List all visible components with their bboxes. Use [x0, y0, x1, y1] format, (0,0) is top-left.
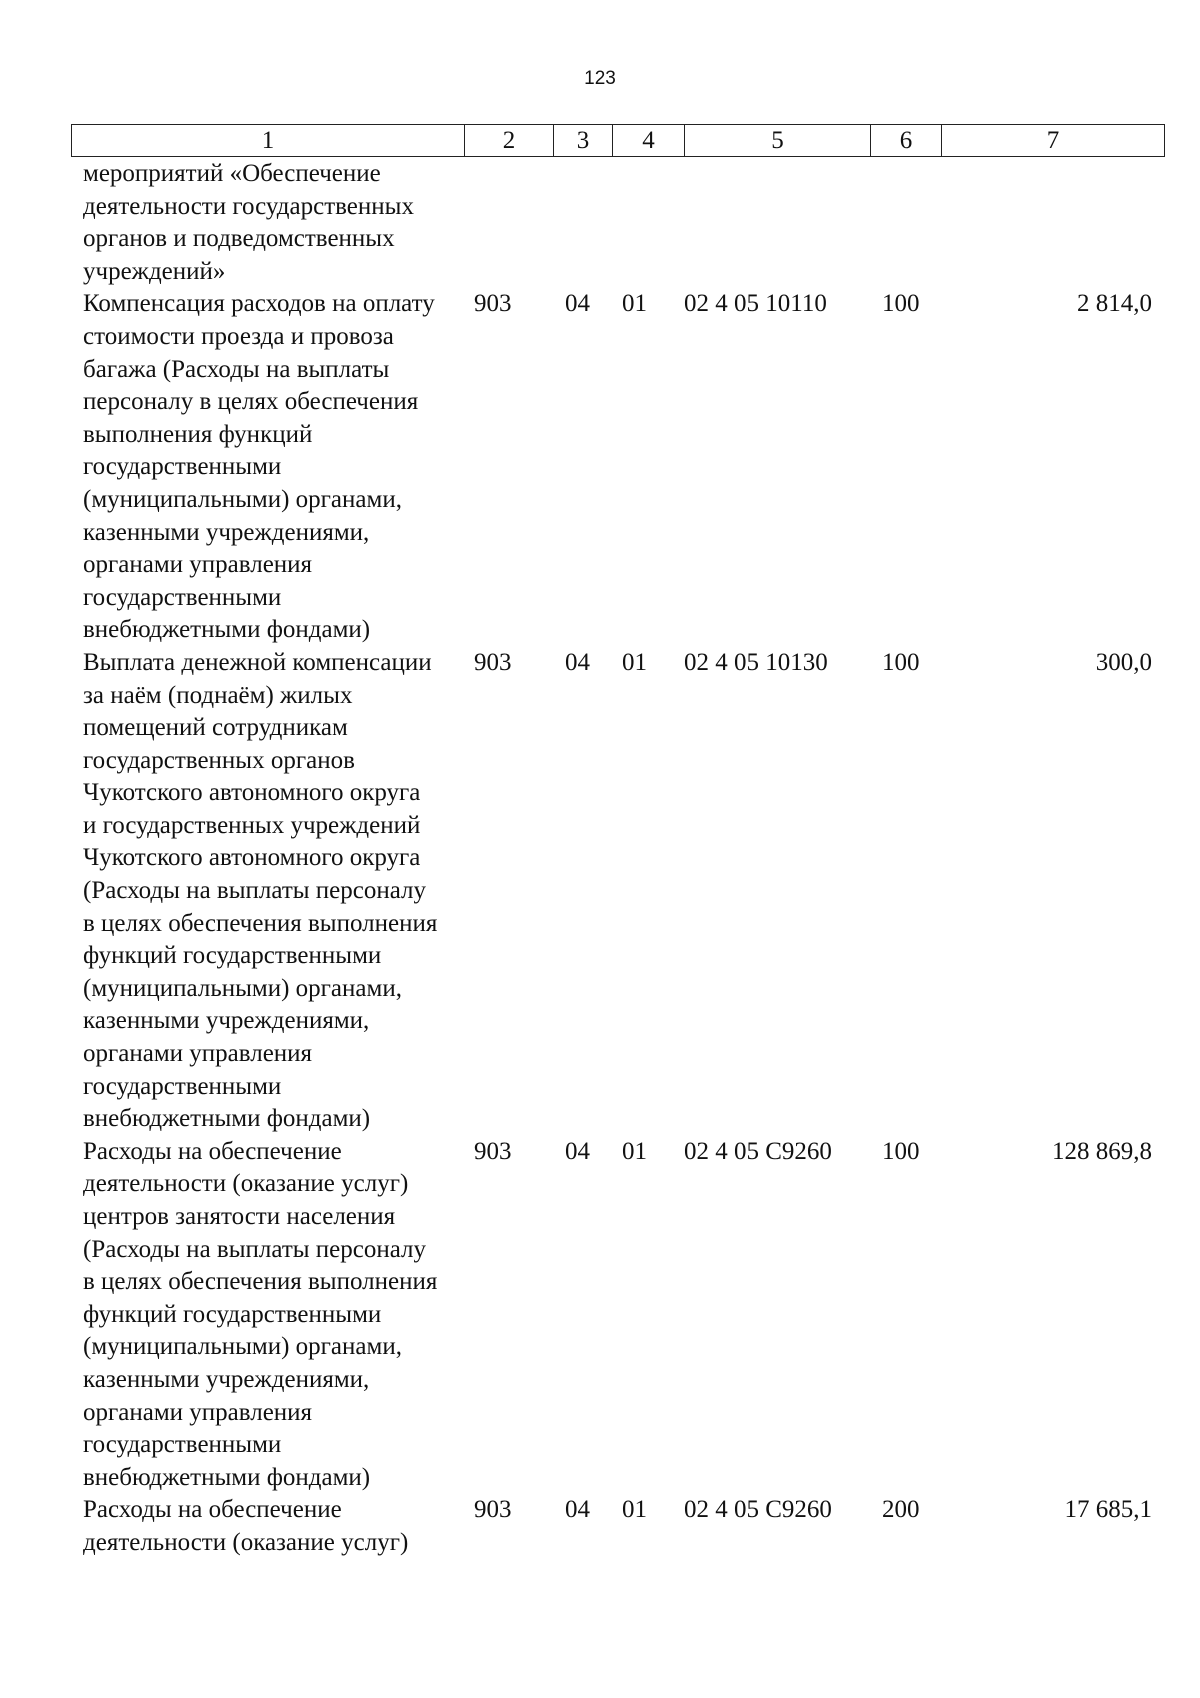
cell-description — [71, 647, 464, 1136]
description-line: и государственных учреждений — [83, 811, 421, 839]
table-row — [71, 288, 1164, 647]
cell-target-article: 02 4 05 С9260 — [684, 1137, 832, 1165]
cell-expense-type: 100 — [882, 290, 920, 318]
table-body — [71, 158, 1164, 1560]
cell-empty — [464, 158, 553, 288]
description-line: багажа (Расходы на выплаты — [83, 355, 390, 383]
cell-section: 04 — [565, 648, 590, 676]
cell-subsection: 01 — [622, 1137, 647, 1165]
table-row — [71, 1494, 1164, 1559]
cell-description — [71, 1494, 464, 1559]
description-line: внебюджетными фондами) — [83, 1463, 371, 1491]
description-line: государственными — [83, 583, 282, 611]
description-line: функций государственными — [83, 1300, 382, 1328]
header-row — [72, 125, 1165, 157]
description-line: (муниципальными) органами, — [83, 485, 402, 513]
table-header — [71, 124, 1165, 157]
description-line: помещений сотрудникам — [83, 714, 348, 742]
cell-section: 04 — [565, 1137, 590, 1165]
cell-description — [71, 288, 464, 647]
cell-ministry-code: 903 — [474, 648, 512, 676]
cell-expense-type: 200 — [882, 1496, 920, 1524]
description-line: органами управления — [83, 551, 313, 579]
cell-amount: 17 685,1 — [1064, 1496, 1152, 1524]
cell-target-article: 02 4 05 10130 — [684, 648, 828, 676]
cell-amount: 128 869,8 — [1052, 1137, 1152, 1165]
header-col-4: 4 — [613, 125, 685, 157]
cell-subsection: 01 — [622, 1496, 647, 1524]
table-row — [71, 1136, 1164, 1495]
description-line: деятельности государственных — [83, 192, 414, 220]
page-number: 123 — [584, 68, 616, 89]
cell-description — [71, 158, 464, 288]
header-col-6: 6 — [871, 125, 942, 157]
cell-target-article: 02 4 05 С9260 — [684, 1496, 832, 1524]
description-line: государственных органов — [83, 746, 355, 774]
description-line: казенными учреждениями, — [83, 518, 370, 546]
description-line: Выплата денежной компенсации — [83, 648, 432, 676]
description-line: государственными — [83, 1072, 282, 1100]
header-col-2: 2 — [465, 125, 554, 157]
cell-empty — [941, 158, 1164, 288]
cell-target-article: 02 4 05 10110 — [684, 290, 827, 318]
cell-empty — [870, 158, 941, 288]
description-line: государственными — [83, 1431, 282, 1459]
description-line: учреждений» — [83, 257, 226, 285]
description-line: выполнения функций — [83, 420, 313, 448]
description-line: (Расходы на выплаты персоналу — [83, 1235, 427, 1263]
header-col-3: 3 — [554, 125, 613, 157]
description-line: казенными учреждениями, — [83, 1007, 370, 1035]
description-line: внебюджетными фондами) — [83, 616, 371, 644]
description-line: органами управления — [83, 1040, 313, 1068]
table-row — [71, 647, 1164, 1136]
description-line: деятельности (оказание услуг) — [83, 1528, 409, 1556]
description-line: Компенсация расходов на оплату — [83, 290, 435, 318]
cell-expense-type: 100 — [882, 1137, 920, 1165]
description-line: органами управления — [83, 1398, 313, 1426]
header-col-7: 7 — [942, 125, 1165, 157]
cell-ministry-code: 903 — [474, 1496, 512, 1524]
cell-section: 04 — [565, 290, 590, 318]
table-row-continuation — [71, 158, 1164, 288]
description-line: Чукотского автономного округа — [83, 844, 421, 872]
description-line: Чукотского автономного округа — [83, 779, 421, 807]
description-line: органов и подведомственных — [83, 225, 395, 253]
description-line: мероприятий «Обеспечение — [83, 160, 381, 187]
cell-empty — [684, 158, 870, 288]
description-line: центров занятости населения — [83, 1203, 396, 1230]
description-line: Расходы на обеспечение — [83, 1496, 342, 1524]
description-line: Расходы на обеспечение — [83, 1137, 342, 1165]
description-line: в целях обеспечения выполнения — [83, 1268, 438, 1296]
cell-empty — [612, 158, 684, 288]
cell-subsection: 01 — [622, 290, 647, 318]
description-line: за наём (поднаём) жилых — [83, 681, 353, 709]
description-line: функций государственными — [83, 942, 382, 970]
description-line: (муниципальными) органами, — [83, 974, 402, 1002]
description-line: казенными учреждениями, — [83, 1365, 370, 1393]
header-col-1: 1 — [72, 125, 465, 157]
description-line: в целях обеспечения выполнения — [83, 909, 438, 937]
description-line: деятельности (оказание услуг) — [83, 1170, 409, 1198]
cell-empty — [553, 158, 612, 288]
description-line: стоимости проезда и провоза — [83, 322, 394, 350]
cell-expense-type: 100 — [882, 648, 920, 676]
cell-description — [71, 1136, 464, 1495]
description-line: внебюджетными фондами) — [83, 1105, 371, 1133]
cell-subsection: 01 — [622, 648, 647, 676]
cell-ministry-code: 903 — [474, 290, 512, 318]
description-line: персоналу в целях обеспечения — [83, 388, 419, 416]
cell-amount: 300,0 — [1095, 648, 1152, 676]
cell-ministry-code: 903 — [474, 1137, 512, 1165]
description-line: (Расходы на выплаты персоналу — [83, 877, 427, 905]
header-col-5: 5 — [685, 125, 871, 157]
cell-amount: 2 814,0 — [1077, 290, 1152, 318]
description-line: (муниципальными) органами, — [83, 1333, 402, 1361]
cell-section: 04 — [565, 1496, 590, 1524]
description-line: государственными — [83, 453, 282, 481]
